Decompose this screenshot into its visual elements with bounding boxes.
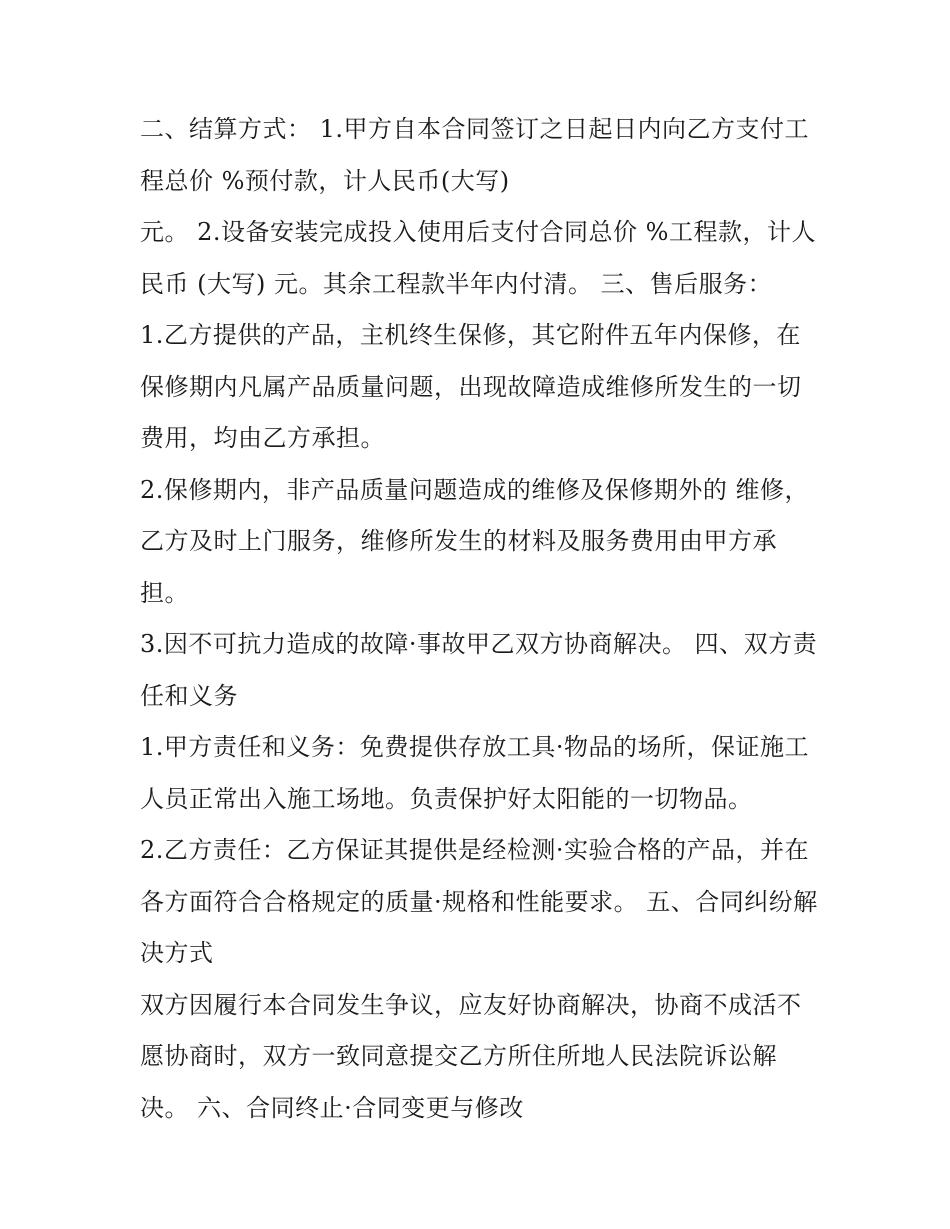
paragraph-settlement: 二、结算方式： 1.甲方自本合同签订之日起日内向乙方支付工程总价 %预付款，计人民币(大写) — [140, 115, 810, 195]
paragraph-warranty-2: 2.保修期内，非产品质量问题造成的维修及保修期外的 维修，乙方及时上门服务，维修所发生的材料及服务费用由甲方承担。 — [140, 475, 810, 607]
paragraph-party-b-duties: 2.乙方责任：乙方保证其提供是经检测·实验合格的产品，并在各方面符合合格规定的质量·规格和性能要求。 五、合同纠纷解决方式 — [140, 836, 818, 967]
document-body — [140, 104, 820, 1134]
paragraph-party-a-duties: 1.甲方责任和义务：免费提供存放工具·物品的场所，保证施工人员正常出入施工场地。负责保护好太阳能的一切物品。 — [140, 733, 810, 813]
paragraph-dispute-resolution: 双方因履行本合同发生争议，应友好协商解决，协商不成活不愿协商时，双方一致同意提交乙方所住所地人民法院诉讼解决。 六、合同终止·合同变更与修改 — [140, 990, 802, 1122]
paragraph-force-majeure: 3.因不可抗力造成的故障·事故甲乙双方协商解决。 四、双方责任和义务 — [140, 630, 818, 710]
paragraph-warranty-1: 1.乙方提供的产品，主机终生保修，其它附件五年内保修，在保修期内凡属产品质量问题，出现故障造成维修所发生的一切费用，均由乙方承担。 — [140, 321, 802, 452]
paragraph-payment: 元。 2.设备安装完成投入使用后支付合同总价 %工程款，计人民币 (大写) 元。其余工程款半年内付清。 三、售后服务： — [140, 218, 816, 298]
